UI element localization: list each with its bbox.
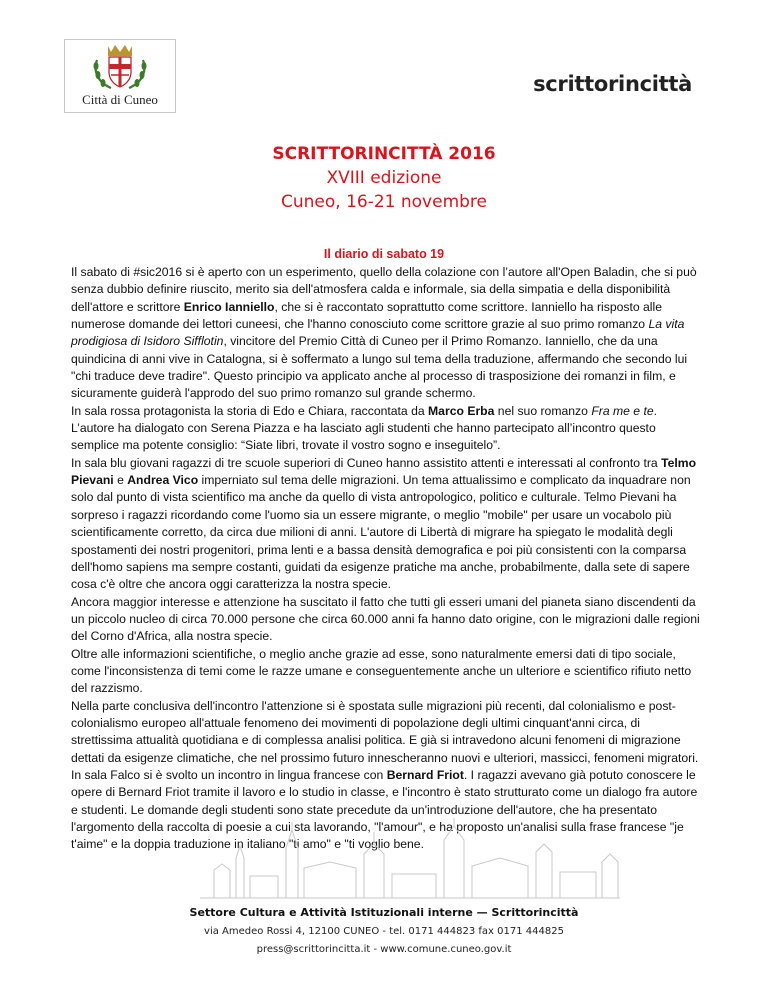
brand-wordmark: scrittorincittà [533, 72, 692, 96]
footer-title: Settore Cultura e Attività Istituzionali interne — Scrittorincittà [189, 906, 579, 919]
text-run: , che si è raccontato soprattutto come scrittore. Ianniello ha risposto alle numerose domande dei lettori cuneesi, che l'hanno conosciuto come scrittore grazie al suo primo romanzo [71, 299, 662, 332]
book-title: Fra me e te [591, 403, 654, 418]
text-run: In sala blu giovani ragazzi di tre scuole superiori di Cuneo hanno assistito attenti e interessati al confronto tra [71, 455, 662, 470]
text-run: e [113, 473, 128, 488]
text-run: . L’autore ha dialogato con Serena Piazza e ha lasciato agli studenti che hanno partecipato all’incontro questo semplice ma potente consiglio: “Siate libri, trovate il vostro sogno e inseguitelo”. [71, 403, 658, 453]
place-dates: Cuneo, 16-21 novembre [280, 192, 487, 212]
text-run: . I ragazzi avevano già potuto conoscere le opere di Bernard Friot tramite il lavoro e lo studio in classe, e l'incontro è stato strutturato come un dialogo fra autore e studenti. Le domande degli studenti sono state precedute da un'introduzione dell'autore, che ha presentato l'argomento della raccolta di poesie a cui sta lavorando, "l'amour", e ha proposto un'analisi sulla frase francese "je t'aime" e la doppia traduzione in italiano "ti amo" e "ti voglio bene. [71, 767, 698, 852]
author-name: Marco Erba [428, 403, 495, 418]
text-run: nel suo romanzo [494, 403, 592, 418]
text-run: In sala Falco si è svolto un incontro in lingua francese con [71, 767, 387, 782]
text-run: imperniato sul tema delle migrazioni. Un tema attualissimo e complicato da inquadrare non solo dal punto di vista scientifico ma anche da quello di vista antropologico, politico e culturale. Telmo Pievani ha sorpreso i ragazzi ricordando come l'uomo sia un essere migrante, o meglio "mobile" per usare un vocabolo più scientificamente corretto, da circa due milioni di anni. L'autore di Libertà di migrare ha spiegato le modalità degli spostamenti dei nostri progenitori, prima lenti e a bassa densità demografica e poi più consistenti con la comparsa dell'homo sapiens ma sempre costanti, guidati da esigenze pratiche ma anche, probabilmente, dalla sete di sapere cosa c'è oltre che ancora oggi caratterizza la nostra specie. [71, 473, 691, 592]
article-paragraph [71, 455, 703, 594]
text-run: Nella parte conclusiva dell'incontro l'attenzione si è spostata sulle migrazioni più recenti, dal colonialismo e post-colonialismo europeo all'attuale fenomeno dei movimenti di popolazione degli ultimi cinquant'anni circa, di strettissima attualità quotidiana e di complessa analisi politica. E già si intravedono alcuni fenomeni di migrazione dettati da esigenze climatiche, che nel prossimo futuro innescheranno nuovi e ulteriori, massicci, fenomeni migratori. [71, 698, 699, 765]
text-run: Oltre alle informazioni scientifiche, o meglio anche grazie ad esse, sono naturalmente emersi dati di tipo sociale, come l'inconsistenza di temi come le razze umane e conseguentemente anche un ulteriore e scientifico rifiuto netto del razzismo. [71, 646, 692, 696]
footer-address: via Amedeo Rossi 4, 12100 CUNEO - tel. 0171 444823 fax 0171 444825 [204, 926, 564, 937]
author-name: Telmo Pievani [71, 455, 697, 488]
section-heading: Il diario di sabato 19 [323, 247, 445, 261]
city-logo [64, 39, 176, 113]
text-run: , vincitore del Premio Città di Cuneo per il Primo Romanzo. Ianniello, che da una quindicina di anni vive in Catalogna, si è soffermato a lungo sul tema della traduzione, affermando che secondo lui "chi traduce deve tradire". Questo principio va applicato anche al processo di trasposizione dei romanzi in film, e sicuramente guiderà l'approdo del suo primo romanzo sul grande schermo. [71, 334, 688, 401]
city-crest-icon [91, 42, 149, 92]
article-paragraph [71, 264, 703, 403]
title-block [0, 142, 768, 214]
text-run: Il sabato di #sic2016 si è aperto con un esperimento, quello della colazione con l’autore all'Open Baladin, che si può senza dubbio definire riuscito, merito sia dell'atmosfera calda e informale, sia della simpatia e della disponibilità dell'attore e scrittore [71, 265, 697, 314]
text-run: In sala rossa protagonista la storia di Edo e Chiara, raccontata da [71, 403, 429, 418]
article-paragraph [71, 403, 703, 455]
page-title: SCRITTORINCITTÀ 2016 [272, 144, 496, 164]
article-body [71, 264, 703, 854]
footer-contact: press@scrittorincitta.it - www.comune.cuneo.gov.it [256, 944, 512, 955]
text-run: Ancora maggior interesse e attenzione ha suscitato il fatto che tutti gli esseri umani del pianeta siano discendenti da un piccolo nucleo di circa 70.000 persone che circa 60.000 anni fa hanno dato origine, con le migrazioni dalle regioni del Corno d'Africa, alla nostra specie. [71, 594, 700, 644]
article-paragraph [71, 646, 703, 698]
author-name: Enrico Ianniello [183, 299, 275, 314]
article-paragraph [71, 698, 703, 767]
city-skyline-icon [200, 818, 620, 900]
footer [0, 906, 768, 955]
article-paragraph [71, 594, 703, 646]
author-name: Bernard Friot [386, 767, 464, 782]
edition-label: XVIII edizione [326, 168, 442, 188]
book-title: La vita prodigiosa di Isidoro Sifflotin [71, 317, 685, 349]
city-logo-text: Città di Cuneo [82, 92, 158, 107]
author-name: Andrea Vico [127, 473, 199, 488]
